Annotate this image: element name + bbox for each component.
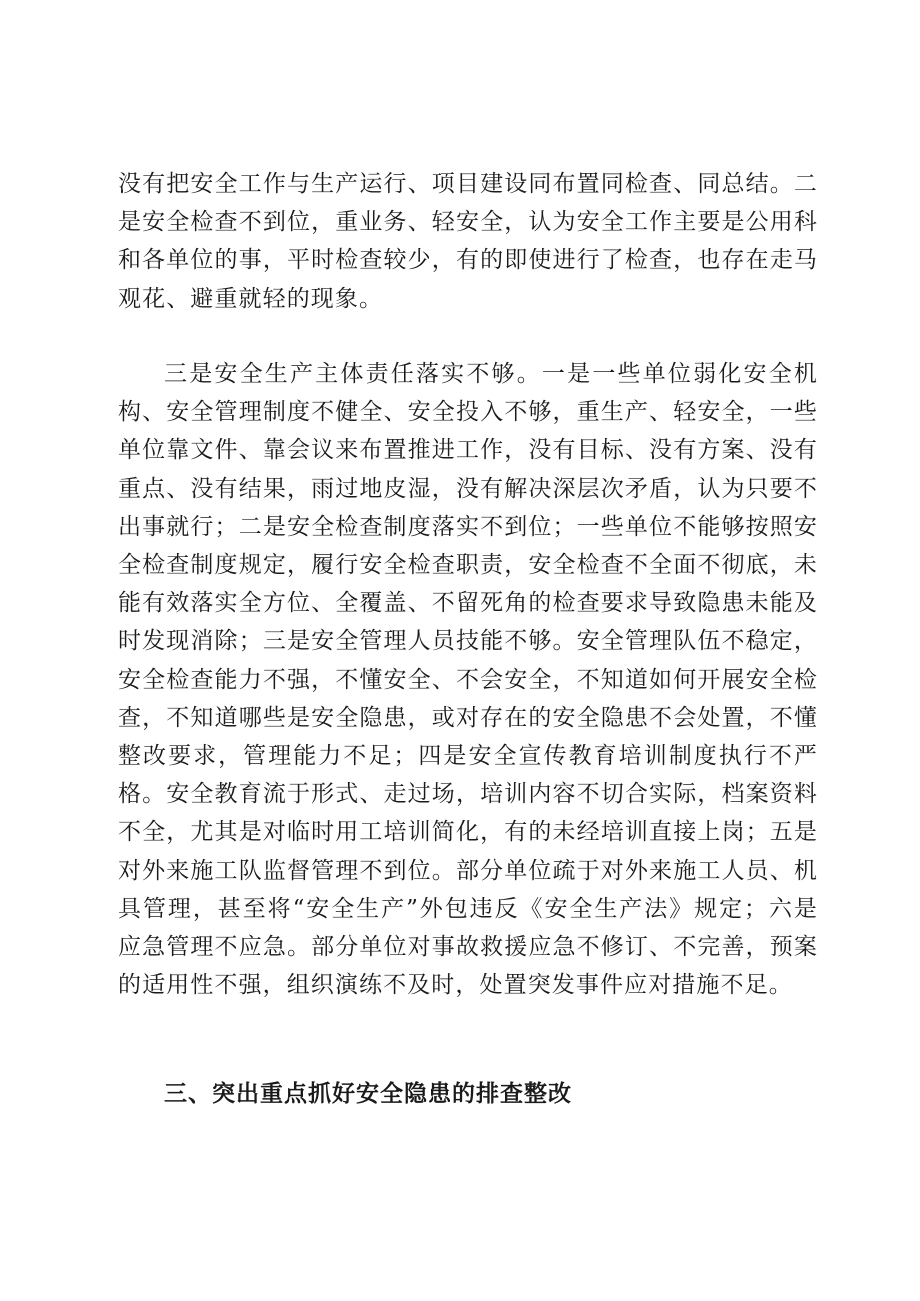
section-heading: 三、突出重点抓好安全隐患的排查整改 bbox=[164, 1081, 572, 1107]
paragraph-continuation: 没有把安全工作与生产运行、项目建设同布置同检查、同总结。二是安全检查不到位，重业务、轻安全，认为安全工作主要是公用科和各单位的事，平时检查较少，有的即使进行了检查，也存在走马观花、避重就轻的现象。 bbox=[118, 171, 818, 312]
paragraph-responsibility-issues: 三是安全生产主体责任落实不够。一是一些单位弱化安全机构、安全管理制度不健全、安全投入不够，重生产、轻安全，一些单位靠文件、靠会议来布置推进工作，没有目标、没有方案、没有重点、没有结果，雨过地皮湿，没有解决深层次矛盾，认为只要不出事就行；二是安全检查制度落实不到位；一些单位不能够按照安全检查制度规定，履行安全检查职责，安全检查不全面不彻底，未能有效落实全方位、全覆盖、不留死角的检查要求导致隐患未能及时发现消除；三是安全管理人员技能不够。安全管理队伍不稳定，安全检查能力不强，不懂安全、不会安全，不知道如何开展安全检查，不知道哪些是安全隐患，或对存在的安全隐患不会处置，不懂整改要求，管理能力不足；四是安全宣传教育培训制度执行不严格。安全教育流于形式、走过场，培训内容不切合实际，档案资料不全，尤其是对临时用工培训简化，有的未经培训直接上岗；五是对外来施工队监督管理不到位。部分单位疏于对外来施工人员、机具管理，甚至将“安全生产”外包违反《安全生产法》规定；六是应急管理不应急。部分单位对事故救援应急不修订、不完善，预案的适用性不强，组织演练不及时，处置突发事件应对措施不足。 bbox=[118, 361, 818, 999]
